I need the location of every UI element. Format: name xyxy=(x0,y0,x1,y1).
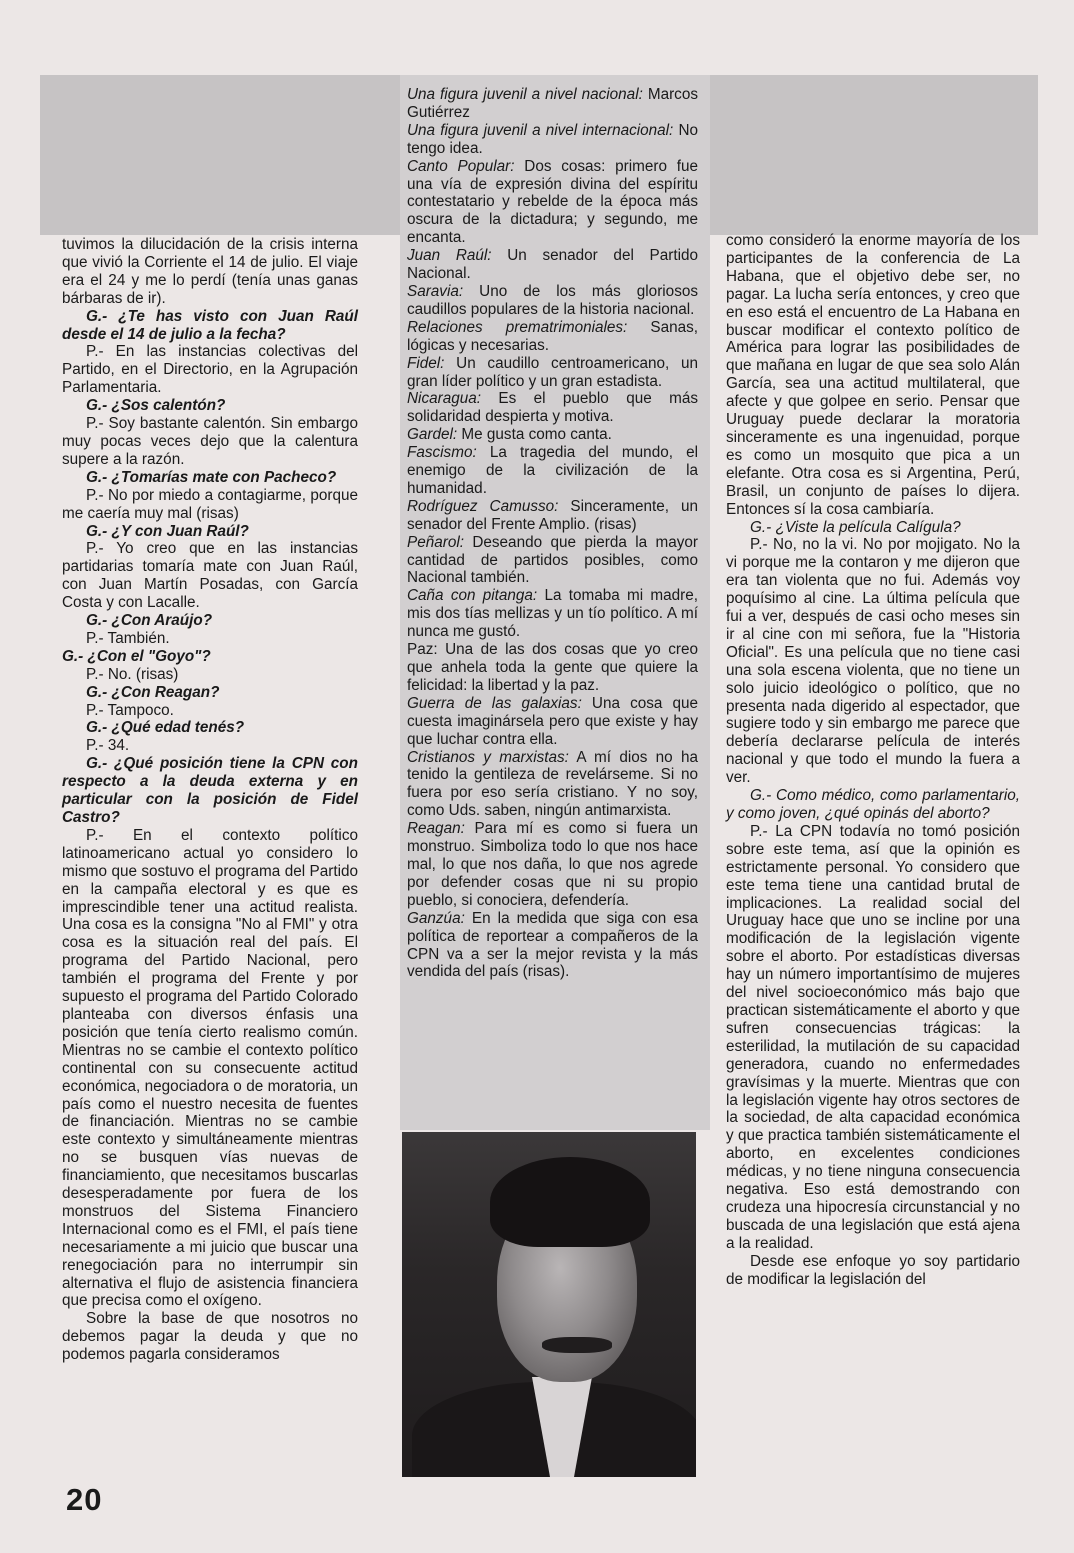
paragraph: P.- No por miedo a contagiarme, porque me caería muy mal (risas) xyxy=(62,486,358,522)
paragraph: Sobre la base de que nosotros no debemos pagar la deuda y que no podemos pagarla consideramos xyxy=(62,1310,358,1364)
paragraph: P.- Soy bastante calentón. Sin embargo muy pocas veces dejo que la calentura supere a la razón. xyxy=(62,415,358,468)
paragraph: como consideró la enorme mayoría de los participantes de la conferencia de La Habana, que el objetivo debe ser, no pagar. La lucha sería entonces, y creo que en eso está el encuentro de La Habana en buscar modificar el contexto político de América para lograr las posibilidades de que mañana en lugar de que sea solo Alán García, sea una actitud multilateral, que afecte y que golpee en serio. Pensar que Uruguay puede declarar la moratoria sinceramente es una ingenuidad, porque es como un mosquito que pica a un elefante. Otra cosa es si Argentina, Perú, Brasil, un conjunto de países lo dijera. Entonces sí la cosa cambiaría. xyxy=(726,232,1020,518)
paragraph: Desde ese enfoque yo soy partidario de modificar la legislación del xyxy=(726,1252,1020,1288)
quickfire-answer: Un senador del Partido Nacional. xyxy=(407,247,698,283)
quickfire-entry xyxy=(407,86,698,122)
photo-mustache xyxy=(542,1337,612,1353)
quickfire-entry xyxy=(407,122,698,158)
quickfire-entry xyxy=(407,247,698,283)
quickfire-keyword: Nicaragua: xyxy=(407,390,481,408)
paragraph: P.- También. xyxy=(86,629,170,647)
photo-hair xyxy=(490,1157,650,1247)
paragraph: P.- En el contexto político latinoamericano actual yo considero lo mismo que sostuvo el programa del Partido en la campaña electoral y es que es imprescindible tener una actitud realista. Una cosa es la consigna "No al FMI" y otra cosa es la situación real del país. El programa del Partido Nacional, pero también el programa del Frente y por supuesto el programa del Partido Colorado planteaba con diversos énfasis una posición que tenía cierto realismo común. Mientras no se cambie el contexto político continental con su consecuente actitud económica, negociadora o de moratoria, un país como el nuestro necesita de fuentes de financiación. Mientras no se cambie este contexto y simultáneamente mientras no se busquen vías nuevas de financiamiento, que necesitamos buscarlas desesperadamente por fuera de los monstruos del Sistema Financiero Internacional como es el FMI, el país tiene necesariamente a mi juicio que buscar una renegociación para no interrumpir sin alternativa el flujo de asistencia financiera que precisa como el oxígeno. xyxy=(62,826,358,1310)
quickfire-answer: Me gusta como canta. xyxy=(457,426,612,444)
paragraph: P.- La CPN todavía no tomó posición sobre este tema, así que la opinión es estrictamente personal. Yo considero que este tema tiene una cantidad brutal de implicaciones. La realidad social del Uruguay hace que uno se incline por una modificación de la legislación vigente sobre el aborto. Por estadísticas diversas hay un número importantísimo de mujeres del nivel socioeconómico más bajo que practican sistemáticamente el aborto y que sufren consecuencias trágicas: la esterilidad, la mutilación de su capacidad generadora, cuando no enfermedades gravísimas y la muerte. Mientras que con la legislación vigente hay otros sectores de la sociedad, de alta capacidad económica y que practica también sistemáticamente el aborto, en excelentes condiciones médicas, y no tiene ninguna consecuencia negativa. Eso está demostrando con crudeza una hipocresía circunstancial y no buscada de una legislación que está ajena a la realidad. xyxy=(726,822,1020,1252)
quickfire-answer: Para mí es como si fuera un monstruo. Simboliza todo lo que nos hace mal, lo que nos daña, lo que nos agrede por defender cosas que ni su propio pueblo, si conociera, defendería. xyxy=(407,820,698,909)
quickfire-answer: No tengo idea. xyxy=(407,121,698,157)
paragraph: P.- No. (risas) xyxy=(86,665,179,683)
article-column-1 xyxy=(62,236,358,1364)
quickfire-entry xyxy=(407,695,698,749)
quickfire-entry xyxy=(407,641,698,695)
quickfire-entry xyxy=(407,283,698,319)
quickfire-answer: Es el pueblo que más solidaridad despierta y motiva. xyxy=(407,390,698,426)
quickfire-keyword: Saravia: xyxy=(407,282,464,300)
quickfire-entry xyxy=(407,319,698,355)
quickfire-keyword: Una figura juvenil a nivel nacional: xyxy=(407,86,643,103)
interviewee-photo xyxy=(402,1132,696,1477)
quickfire-keyword: Guerra de las galaxias: xyxy=(407,694,582,712)
quickfire-entry xyxy=(407,498,698,534)
paragraph: P.- Yo creo que en las instancias partidarias tomaría mate con Juan Raúl, con Juan Martín Posadas, con García Costa y con Lacalle. xyxy=(62,540,358,612)
quickfire-answer: Una cosa que cuesta imaginársela pero que existe y hay que luchar contra ella. xyxy=(407,694,698,748)
paragraph: G.- ¿Qué edad tenés? xyxy=(86,719,245,737)
quickfire-keyword: Reagan: xyxy=(407,820,465,838)
quickfire-answer: Uno de los más gloriosos caudillos populares de la historia nacional. xyxy=(407,282,698,318)
quickfire-entry xyxy=(407,820,698,910)
paragraph: G.- ¿Sos calentón? xyxy=(86,397,226,415)
paragraph: P.- En las instancias colectivas del Partido, en el Directorio, en la Agrupación Parlamentaria. xyxy=(62,343,358,397)
quickfire-keyword: Una figura juvenil a nivel internacional: xyxy=(407,121,674,139)
quickfire-entry xyxy=(407,390,698,426)
paragraph: G.- ¿Con Reagan? xyxy=(86,683,220,701)
paragraph: P.- 34. xyxy=(86,737,130,755)
quickfire-answer: La tomaba mi madre, mis dos tías mellizas y un tío político. A mí nunca me gustó. xyxy=(407,587,698,641)
page-number: 20 xyxy=(66,1482,103,1517)
quickfire-entry xyxy=(407,587,698,641)
quickfire-column xyxy=(407,86,698,981)
paragraph: G.- ¿Con Araújo? xyxy=(86,612,213,630)
quickfire-keyword: Cristianos y marxistas: xyxy=(407,748,569,766)
paragraph: P.- Tampoco. xyxy=(86,701,174,719)
paragraph: G.- ¿Viste la película Calígula? xyxy=(750,518,961,536)
paragraph: G.- ¿Y con Juan Raúl? xyxy=(86,522,249,540)
quickfire-keyword: Caña con pitanga: xyxy=(407,587,538,605)
paragraph: G.- Como médico, como parlamentario, y como joven, ¿qué opinás del aborto? xyxy=(726,787,1020,822)
quickfire-answer: Paz: Una de las dos cosas que yo creo que anhela toda la gente que quiere la felicidad: la libertad y la paz. xyxy=(407,641,698,694)
quickfire-entry xyxy=(407,910,698,982)
quickfire-answer: Marcos Gutiérrez xyxy=(407,86,698,121)
quickfire-answer: La tragedia del mundo, el enemigo de la civilización de la humanidad. xyxy=(407,444,698,497)
quickfire-answer: Sanas, lógicas y necesarias. xyxy=(407,318,698,354)
paragraph: G.- ¿Qué posición tiene la CPN con respecto a la deuda externa y en particular con la posición de Fidel Castro? xyxy=(62,755,358,826)
quickfire-keyword: Juan Raúl: xyxy=(407,247,492,265)
paragraph: tuvimos la dilucidación de la crisis interna que vivió la Corriente el 14 de julio. El viaje era el 24 y me lo perdí (tenía unas ganas bárbaras de ir). xyxy=(62,236,358,307)
quickfire-answer: A mí dios no ha tenido la gentileza de revelárseme. Si no fuera por eso sería cristiano. Y no soy, como Uds. saben, ningún antimarxista. xyxy=(407,748,698,820)
quickfire-keyword: Relaciones prematrimoniales: xyxy=(407,318,628,336)
quickfire-entry xyxy=(407,444,698,498)
quickfire-keyword: Canto Popular: xyxy=(407,157,515,175)
quickfire-entry xyxy=(407,534,698,588)
quickfire-answer: Dos cosas: primero fue una vía de expresión divina del espíritu contestatario y rebelde de la época más oscura de la dictadura; y segundo, me encanta. xyxy=(407,157,698,247)
quickfire-answer: Sinceramente, un senador del Frente Amplio. (risas) xyxy=(407,497,698,533)
article-column-3 xyxy=(726,232,1020,1288)
quickfire-entry xyxy=(407,355,698,391)
paragraph: P.- No, no la vi. No por mojigato. No la vi porque me la contaron y me dijeron que era tan violenta que no fui. Además voy poquísimo al cine. La última película que fui a ver, después de casi ocho meses sin ir al cine con mi señora, fue la "Historia Oficial". Es una película que no tiene casi una sola escena violenta, que no tiene un solo juicio ideológico o político, que no presenta nada digerido al espectador, que sugiere todo y sin embargo me parece que debería declararse película de interés nacional y que todo el mundo la fuera a ver. xyxy=(726,536,1020,787)
quickfire-answer: En la medida que siga con esa política de reportear a compañeros de la CPN va a ser la mejor revista y la más vendida del país (risas). xyxy=(407,909,698,981)
quickfire-keyword: Ganzúa: xyxy=(407,909,465,927)
quickfire-keyword: Rodríguez Camusso: xyxy=(407,497,559,515)
paragraph: G.- ¿Te has visto con Juan Raúl desde el 14 de julio a la fecha? xyxy=(62,307,358,343)
paragraph: G.- ¿Tomarías mate con Pacheco? xyxy=(86,468,337,486)
quickfire-keyword: Peñarol: xyxy=(407,533,464,551)
quickfire-keyword: Gardel: xyxy=(407,426,458,444)
quickfire-entry xyxy=(407,749,698,821)
quickfire-answer: Deseando que pierda la mayor cantidad de partidos posibles, como Nacional también. xyxy=(407,533,698,587)
quickfire-entry xyxy=(407,158,698,248)
quickfire-entry xyxy=(407,426,698,444)
paragraph: G.- ¿Con el "Goyo"? xyxy=(62,647,211,665)
quickfire-keyword: Fascismo: xyxy=(407,444,477,462)
quickfire-keyword: Fidel: xyxy=(407,354,445,372)
quickfire-answer: Un caudillo centroamericano, un gran líder político y un gran estadista. xyxy=(407,354,698,390)
